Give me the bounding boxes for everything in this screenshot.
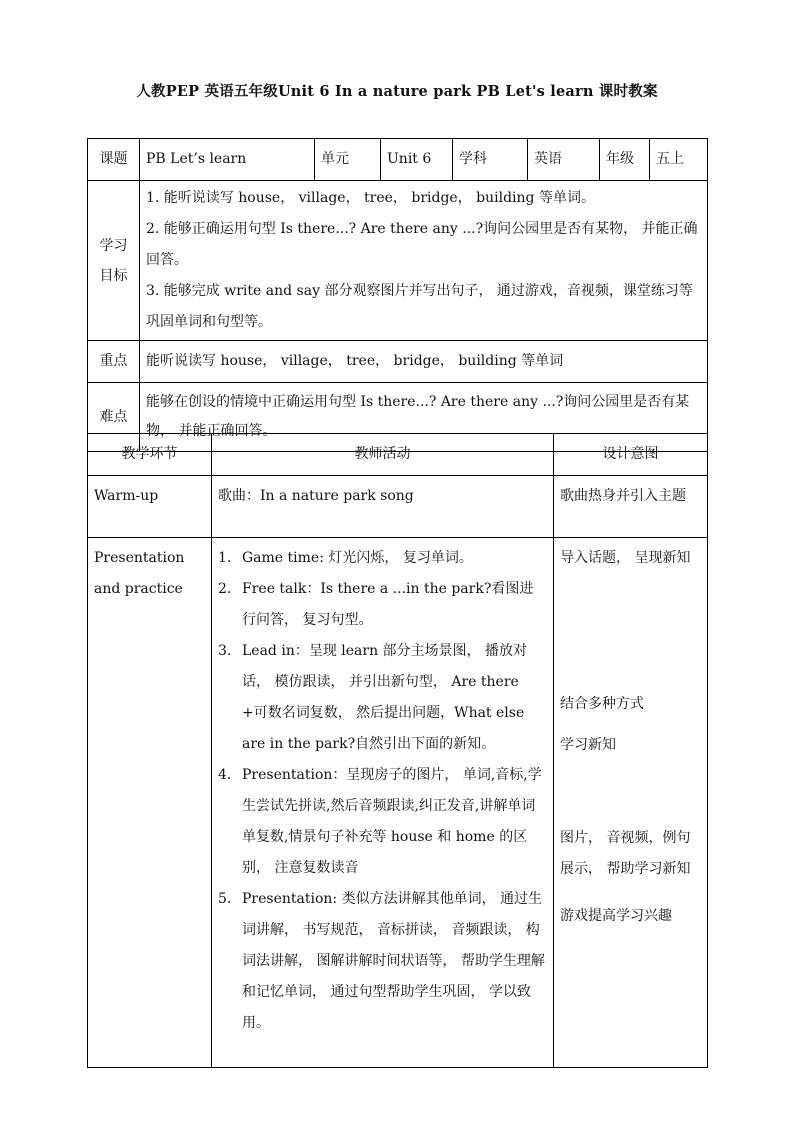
presentation-activity — [212, 538, 554, 1068]
document-title: 人教PEP 英语五年级Unit 6 In a nature park PB Let's learn 课时教案 — [136, 83, 658, 100]
presentation-stage: Presentation and practice — [88, 538, 212, 1068]
purpose-item: 导入话题， 呈现新知 — [560, 550, 691, 566]
warmup-activity: 歌曲：In a nature park song — [212, 476, 554, 538]
step-item — [218, 760, 547, 884]
spacer — [560, 574, 701, 689]
header-activity: 教师活动 — [212, 434, 554, 476]
header-stage: 教学环节 — [88, 434, 212, 476]
step-item — [218, 884, 547, 1039]
step-text: Presentation：呈现房子的图片， 单词,音标,学生尝试先拼读,然后音频跟读,纠正发音,讲解单词单复数,情景句子补充等 house 和 home 的区别， 注意复数读音 — [242, 767, 542, 876]
subject-label: 学科 — [453, 139, 528, 181]
difficulties-text: 能够在创设的情境中正确运用句型 Is there...? Are there any ...?询问公园里是否有某物， 并能正确回答。 — [140, 383, 708, 452]
step-number: 2. — [218, 581, 232, 597]
topic-value: PB Let’s learn — [140, 139, 315, 181]
goal-item: 2. 能够正确运用句型 Is there...? Are there any ...?询问公园里是否有某物， 并能正确回答。 — [146, 221, 698, 268]
spacer — [560, 885, 701, 901]
step-number: 1. — [218, 550, 232, 566]
step-item — [218, 543, 547, 574]
step-text: Free talk：Is there a ...in the park?看图进行问答， 复习句型。 — [242, 581, 534, 628]
unit-label: 单元 — [315, 139, 381, 181]
purpose-item: 游戏提高学习兴趣 — [560, 908, 672, 924]
purpose-item: 学习新知 — [560, 737, 616, 753]
presentation-purpose — [554, 538, 708, 1068]
grade-label: 年级 — [600, 139, 650, 181]
step-item — [218, 574, 547, 636]
activity-steps — [218, 543, 547, 1039]
step-number: 4. — [218, 767, 232, 783]
goals-content — [140, 181, 708, 341]
difficulties-label: 难点 — [88, 383, 140, 452]
purpose-item: 结合多种方式 — [560, 696, 644, 712]
warmup-purpose: 歌曲热身并引入主题 — [554, 476, 708, 538]
spacer — [560, 720, 701, 730]
grade-value: 五上 — [650, 139, 708, 181]
purpose-item: 图片， 音视频，例句展示， 帮助学习新知 — [560, 830, 691, 877]
step-text: Game time: 灯光闪烁， 复习单词。 — [242, 550, 473, 566]
key-points-label: 重点 — [88, 341, 140, 383]
course-info-table — [87, 138, 708, 452]
step-text: Lead in：呈现 learn 部分主场景图， 播放对话， 模仿跟读， 并引出新句型， Are there +可数名词复数， 然后提出问题，What else are in the park?自然引出下面的新知。 — [242, 643, 528, 752]
goal-item: 1. 能听说读写 house， village， tree， bridge， building 等单词。 — [146, 190, 595, 206]
step-number: 3. — [218, 643, 232, 659]
teaching-process-table — [87, 433, 708, 1068]
step-text: Presentation: 类似方法讲解其他单词， 通过生词讲解， 书写规范， 音标拼读， 音频跟读， 构词法讲解， 图解讲解时间状语等， 帮助学生理解和记忆单词， 通过句型帮助学生巩固， 学以致用。 — [242, 891, 545, 1031]
spacer — [560, 761, 701, 823]
unit-value: Unit 6 — [381, 139, 453, 181]
topic-label: 课题 — [88, 139, 140, 181]
warmup-stage: Warm-up — [88, 476, 212, 538]
goals-label: 学习目标 — [88, 181, 140, 341]
goal-item: 3. 能够完成 write and say 部分观察图片并写出句子， 通过游戏，音视频，课堂练习等巩固单词和句型等。 — [146, 283, 693, 330]
subject-value: 英语 — [528, 139, 600, 181]
header-purpose: 设计意图 — [554, 434, 708, 476]
step-item — [218, 636, 547, 760]
step-number: 5. — [218, 891, 232, 907]
key-points-text: 能听说读写 house， village， tree， bridge， building 等单词 — [140, 341, 708, 383]
